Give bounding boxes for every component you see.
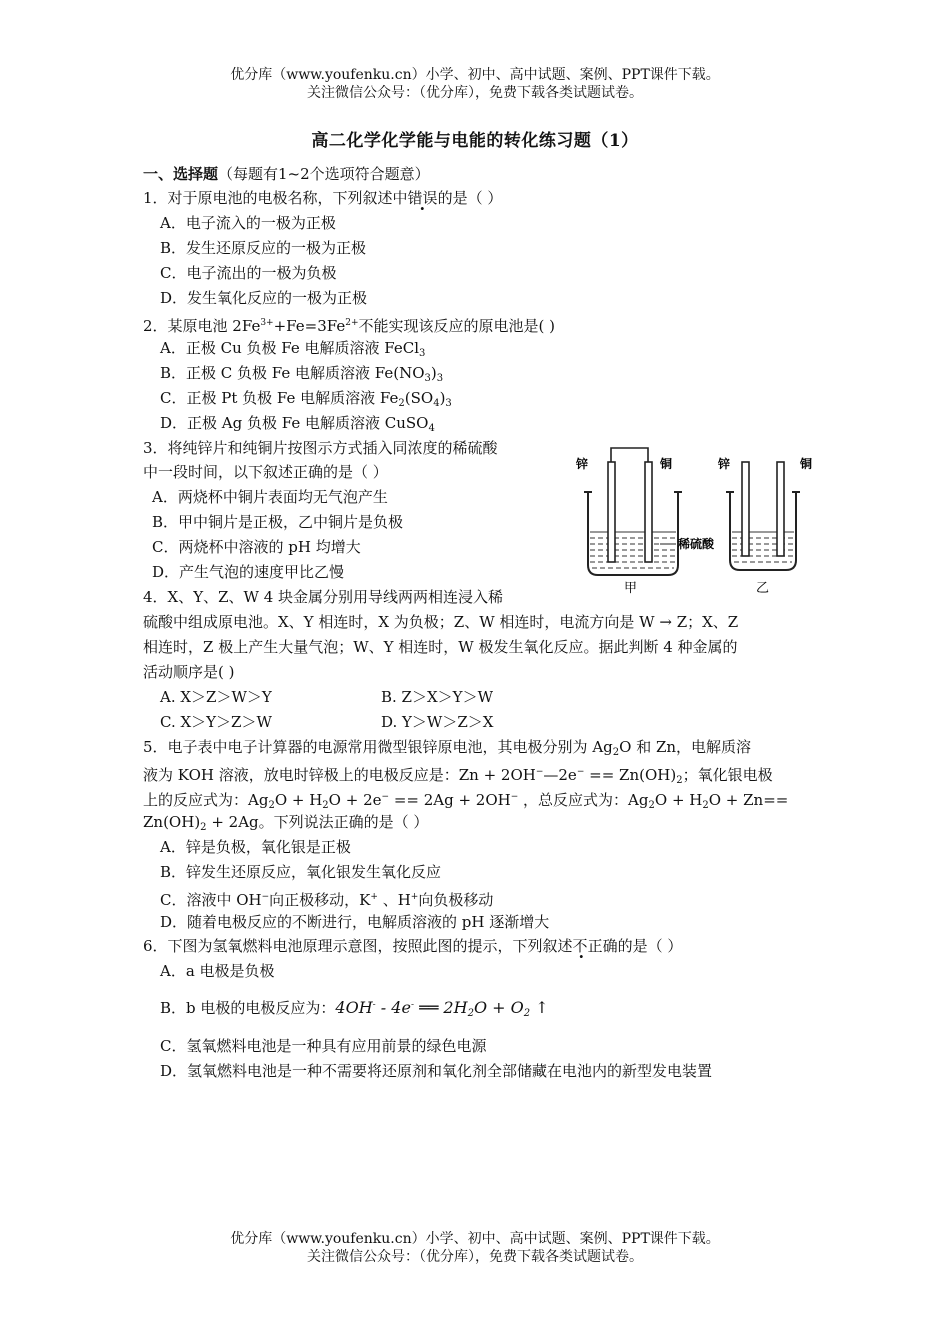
galvanic-cell-figure: [570, 440, 820, 596]
q1-option-a: A．电子流入的一极为正极: [160, 214, 336, 232]
formula-part-1: 4OH: [335, 998, 373, 1017]
section-note: （每题有1~2个选项符合题意）: [218, 165, 430, 183]
q5-l3s2: 2: [322, 800, 329, 811]
q5-c-s2: +: [370, 892, 378, 902]
q2-b-pre: B．正极 C 负极 Fe 电解质溶液 Fe(NO: [160, 364, 425, 382]
q2-p1: 2．某原电池 2Fe: [143, 317, 261, 335]
q2-b-post: ): [430, 364, 437, 382]
q2-option-c: [160, 388, 452, 414]
label-acid: 稀硫酸: [678, 537, 715, 551]
q4-option-a: A. X＞Z＞W＞Y: [160, 688, 272, 706]
q5-l2c: == Zn(OH): [584, 766, 677, 784]
label-copper-left: 铜: [660, 457, 673, 471]
q1-stem-emphasis: 错误: [407, 189, 438, 207]
q5-option-a: A．锌是负极，氧化银是正极: [160, 838, 351, 856]
q5-l3s6: 2: [702, 800, 709, 811]
label-jia: 甲: [624, 581, 638, 596]
q5-l3d: == 2Ag + 2OH: [389, 791, 511, 809]
q5-l1s: 2: [612, 747, 620, 758]
document-title: 高二化学化学能与电能的转化练习题（1）: [311, 131, 639, 151]
label-yi: 乙: [756, 581, 770, 596]
formula-part-9: ↑: [530, 998, 549, 1017]
q5-l2d: ；氧化银电极: [682, 766, 773, 784]
q2-c-pre: C．正极 Pt 负极 Fe 电解质溶液 Fe: [160, 389, 399, 407]
header-line-2: 关注微信公众号：（优分库），免费下载各类试题试卷。: [307, 85, 643, 101]
label-zinc-left: 锌: [576, 457, 589, 471]
q5-option-c: [160, 887, 493, 910]
q5-line-1: [143, 737, 751, 763]
q2-d-sub: 4: [428, 423, 435, 434]
formula-part-6: 2: [467, 1008, 474, 1019]
q2-a-sub: 3: [419, 348, 426, 359]
q6-stem: [143, 936, 682, 956]
beaker-jia: [584, 492, 682, 575]
q5-l2a: 液为 KOH 溶液，放电时锌极上的电极反应是：Zn + 2OH: [143, 766, 536, 784]
q2-option-a: [160, 338, 425, 364]
q4-line-2: 硫酸中组成原电池。X、Y 相连时，X 为负极；Z、W 相连时，电流方向是 W → Z；X、Z: [143, 613, 739, 631]
q3-stem-1: 3．将纯锌片和纯铜片按图示方式插入同浓度的稀硫酸: [143, 439, 498, 457]
q2-c-sub: 2: [398, 398, 405, 409]
formula-part-2: -: [372, 1000, 376, 1010]
q5-l4a: Zn(OH): [143, 813, 201, 831]
q6-stem-b: 正确的是（ ）: [587, 937, 683, 955]
q5-c-s3: +: [410, 892, 419, 902]
q1-option-c: C．电子流出的一极为负极: [160, 264, 337, 282]
q1-option-d: D．发生氧化反应的一极为正极: [160, 289, 368, 307]
q6-option-a: A．a 电极是负极: [160, 962, 275, 980]
q2-sup2: 2+: [345, 318, 359, 328]
q2-c-sub2: 4: [433, 398, 440, 409]
q5-line-4: [143, 812, 428, 838]
q5-c-a: C．溶液中 OH: [160, 891, 262, 909]
formula-part-4: -: [410, 1000, 414, 1010]
q3-option-d: D．产生气泡的速度甲比乙慢: [152, 563, 345, 581]
q5-l3s5: 2: [648, 800, 655, 811]
q3-option-c: C．两烧杯中溶液的 pH 均增大: [152, 538, 361, 556]
q2-stem: [143, 313, 555, 336]
q2-c-post: ): [439, 389, 446, 407]
q1-option-b: B．发生还原反应的一极为正极: [160, 239, 367, 257]
q4-option-b: B. Z＞X＞Y＞W: [381, 688, 493, 706]
header-line-1: 优分库（www.youfenku.cn）小学、初中、高中试题、案例、PPT课件下载。: [230, 67, 720, 83]
q5-option-b: B．锌发生还原反应，氧化银发生氧化反应: [160, 863, 442, 881]
formula-part-7: O + O: [473, 998, 524, 1017]
section-heading: [143, 164, 430, 184]
q3-option-b: B．甲中铜片是正极，乙中铜片是负极: [152, 513, 404, 531]
label-zinc-right: 锌: [718, 457, 731, 471]
q5-l3f: O + H: [654, 791, 703, 809]
wire-jia: [611, 448, 648, 462]
q5-option-d: D．随着电极反应的不断进行，电解质溶液的 pH 逐渐增大: [160, 913, 550, 931]
q2-p2: +Fe=3Fe: [273, 317, 346, 335]
page-footer: [0, 1230, 950, 1266]
q5-l3s1: 2: [268, 800, 275, 811]
q5-l2b: —2e: [543, 766, 577, 784]
q4-option-c: C. X＞Y＞Z＞W: [160, 713, 272, 731]
q4-line-3: 相连时，Z 极上产生大量气泡；W、Y 相连时，W 极发生氧化反应。据此判断 4 种金属的: [143, 638, 738, 656]
formula-part-3: - 4e: [375, 998, 411, 1017]
q4-option-d: D. Y＞W＞Z＞X: [381, 713, 494, 731]
q5-l2s1: −: [535, 767, 544, 777]
formula-part-8: 2: [523, 1008, 531, 1019]
q2-d-pre: D．正极 Ag 负极 Fe 电解质溶液 CuSO: [160, 414, 429, 432]
q4-line-1: 4．X、Y、Z、W 4 块金属分别用导线两两相连浸入稀: [143, 588, 504, 606]
formula-part-5: ══ 2H: [413, 998, 468, 1017]
q5-l4s: 2: [200, 822, 207, 833]
q6-b-pre: B．b 电极的电极反应为：: [160, 999, 336, 1017]
q3-stem-2: 中一段时间，以下叙述正确的是（ ）: [143, 463, 388, 481]
q5-l2s3: 2: [676, 775, 683, 786]
q5-l3b: O + H: [274, 791, 323, 809]
q1-stem: [143, 188, 502, 208]
q2-sup1: 3+: [260, 318, 274, 328]
q6-b-formula: [335, 998, 548, 1017]
q1-stem-a: 1．对于原电池的电极名称，下列叙述中: [143, 189, 408, 207]
q5-l3c: O + 2e: [328, 791, 382, 809]
electrodes-yi: [742, 462, 784, 556]
q5-l3a: 上的反应式为：Ag: [143, 791, 269, 809]
q5-c-b: 向正极移动，K: [269, 891, 371, 909]
electrodes-jia: [608, 462, 652, 562]
q1-stem-b: 的是（ ）: [437, 189, 503, 207]
label-copper-right: 铜: [800, 457, 813, 471]
q2-a-pre: A．正极 Cu 负极 Fe 电解质溶液 FeCl: [160, 339, 420, 357]
q2-c-sub3: 3: [445, 398, 452, 409]
q5-c-d: 向负极移动: [418, 891, 494, 909]
q5-l3s3: −: [381, 792, 390, 802]
q2-option-b: [160, 363, 443, 389]
page-header: [0, 66, 950, 102]
beaker-yi: [726, 492, 800, 570]
footer-line-1: 优分库（www.youfenku.cn）小学、初中、高中试题、案例、PPT课件下载。: [230, 1231, 720, 1247]
q2-option-d: [160, 413, 435, 439]
q5-l1b: O 和 Zn，电解质溶: [619, 738, 752, 756]
q5-l4b: + 2Ag。下列说法正确的是（ ）: [206, 813, 429, 831]
q5-l2s2: −: [576, 767, 585, 777]
q6-option-b: [160, 995, 549, 1024]
q6-option-d: D．氢氧燃料电池是一种不需要将还原剂和氧化剂全部储藏在电池内的新型发电装置: [160, 1062, 713, 1080]
q5-l3s4: −: [510, 792, 519, 802]
acid-lines-jia: [590, 532, 676, 568]
q5-l3g: O + Zn==: [708, 791, 789, 809]
section-name: 一、选择题: [143, 165, 219, 183]
q6-stem-emphasis: 不: [572, 937, 588, 955]
q5-c-s1: −: [261, 892, 270, 902]
q5-l3e: ，总反应式为：Ag: [518, 791, 649, 809]
q2-b-sub: 3: [424, 373, 431, 384]
q3-option-a: A．两烧杯中铜片表面均无气泡产生: [152, 488, 388, 506]
q6-stem-a: 6．下图为氢氧燃料电池原理示意图，按照此图的提示，下列叙述: [143, 937, 573, 955]
q2-p3: 不能实现该反应的原电池是( ): [358, 317, 555, 335]
footer-line-2: 关注微信公众号：（优分库），免费下载各类试题试卷。: [307, 1249, 643, 1265]
q4-line-4: 活动顺序是( ): [143, 663, 235, 681]
q6-option-c: C．氢氧燃料电池是一种具有应用前景的绿色电源: [160, 1037, 487, 1055]
q2-b-sub2: 3: [436, 373, 444, 384]
q5-l1a: 5．电子表中电子计算器的电源常用微型银锌原电池，其电极分别为 Ag: [143, 738, 613, 756]
q5-c-c: 、H: [377, 891, 411, 909]
q2-c-mid: (SO: [404, 389, 434, 407]
